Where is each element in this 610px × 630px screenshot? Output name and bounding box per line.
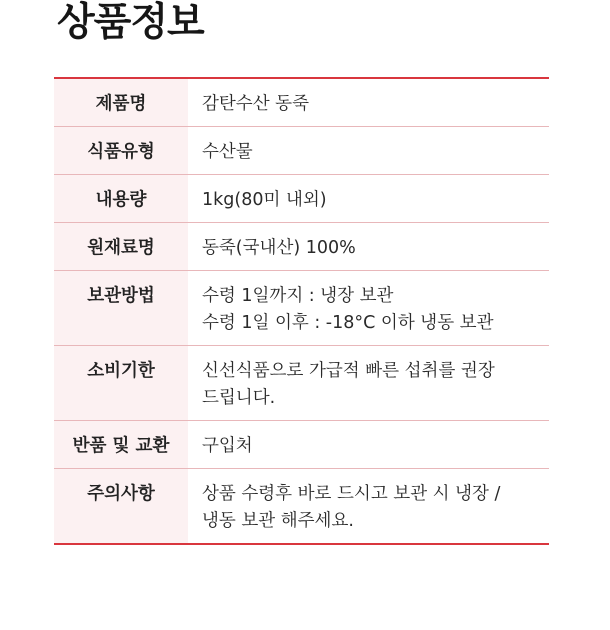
row-value [188,346,549,421]
row-value-line: 동죽(국내산) 100% [202,238,356,258]
row-value-line: 냉동 보관 해주세요. [202,511,354,531]
row-value-line: 드립니다. [202,388,276,408]
row-value [188,271,549,346]
row-value [188,78,549,127]
row-value-line: 1kg(80미 내외) [202,190,327,210]
row-value [188,175,549,223]
row-value-line: 수산물 [202,142,253,162]
row-value-line: 신선식품으로 가급적 빠른 섭취를 권장 [202,361,495,381]
row-label: 원재료명 [54,223,188,271]
row-label: 보관방법 [54,271,188,346]
row-label: 내용량 [54,175,188,223]
table-row-food-type [54,127,549,175]
row-value [188,469,549,545]
row-value-line: 수령 1일까지 : 냉장 보관 [202,286,394,306]
row-value-line: 구입처 [202,436,253,456]
product-info-table [54,77,549,545]
table-row-expiry [54,346,549,421]
row-value [188,421,549,469]
row-label: 식품유형 [54,127,188,175]
table-row-storage [54,271,549,346]
row-value-line: 상품 수령후 바로 드시고 보관 시 냉장 / [202,484,501,504]
row-value [188,223,549,271]
row-label: 주의사항 [54,469,188,545]
table-row-ingredients [54,223,549,271]
row-value-line: 감탄수산 동죽 [202,94,309,114]
row-label: 반품 및 교환 [54,421,188,469]
row-value [188,127,549,175]
table-row-net-content [54,175,549,223]
row-label: 제품명 [54,78,188,127]
table-row-product-name [54,78,549,127]
table-row-cautions [54,469,549,545]
table-row-returns [54,421,549,469]
row-value-line: 수령 1일 이후 : -18°C 이하 냉동 보관 [202,313,494,333]
page-title: 상품정보 [57,0,204,45]
row-label: 소비기한 [54,346,188,421]
